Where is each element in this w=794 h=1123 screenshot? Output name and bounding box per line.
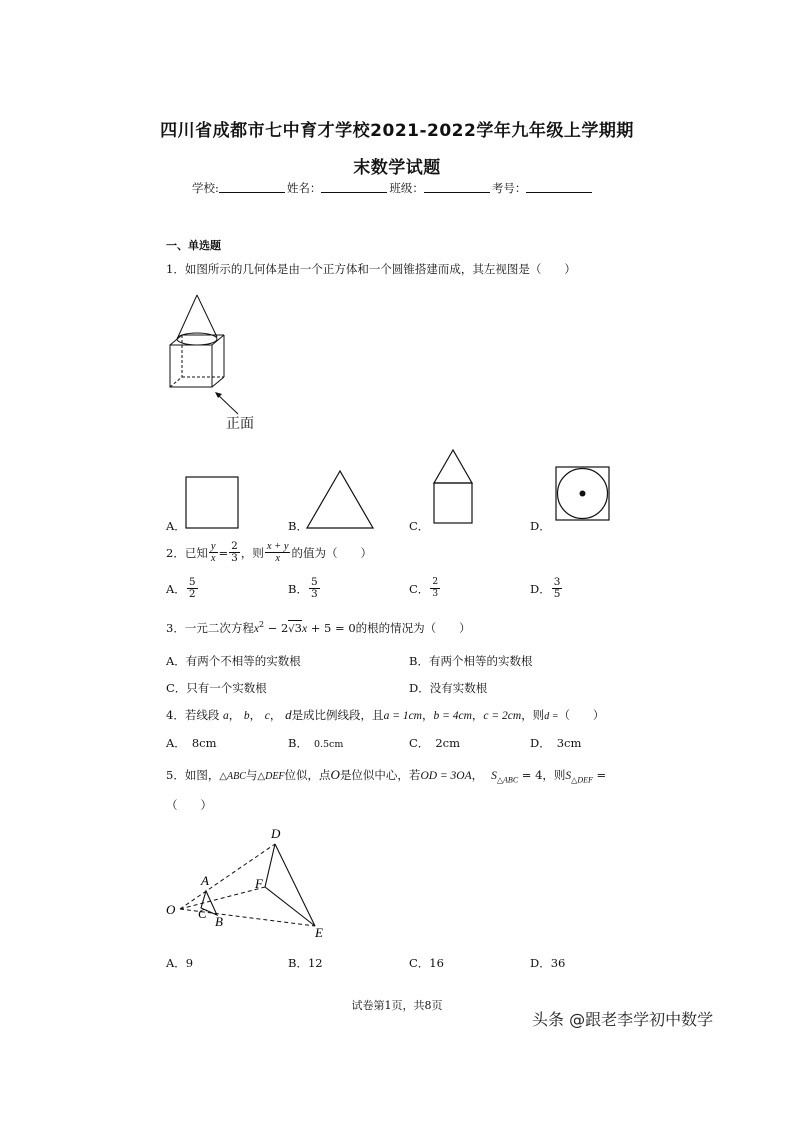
q2-b-num: 5: [310, 576, 318, 588]
q2-f2-den: 3: [231, 552, 238, 564]
q3-eq-x2: x: [302, 623, 308, 635]
q2-option-c-label: C．: [409, 581, 430, 596]
q4-a-label: A．: [166, 736, 186, 750]
q5-mid: 位似，点: [284, 768, 331, 782]
q2-mid: ，则: [240, 545, 264, 560]
label-o: O: [166, 902, 176, 917]
q3-option-a[interactable]: A．有两个不相等的实数根: [166, 654, 301, 668]
q2-b-den: 3: [310, 588, 318, 600]
q4-sep3: ，: [269, 708, 282, 722]
watermark: 头条 @跟老李学初中数学: [532, 1010, 714, 1029]
q5-triangle-abc: △ABC: [219, 771, 246, 782]
q5-paren: （ ）: [166, 798, 212, 812]
q2-equals: =: [218, 545, 229, 560]
q2-c-num: 2: [432, 577, 439, 587]
q4-mid: 是成比例线段，且: [291, 708, 384, 722]
name-blank[interactable]: [321, 180, 387, 193]
q4-a-value: 8cm: [191, 736, 217, 750]
q2-option-c-fraction: [430, 577, 440, 600]
q2-fraction-y-over-x: [209, 541, 218, 564]
q4-sep1: ，: [228, 708, 241, 722]
name-label: 姓名：: [286, 181, 322, 195]
q4-b-label: B．: [288, 736, 308, 750]
q2-option-c[interactable]: [409, 577, 441, 600]
q2-option-d-fraction: [552, 577, 563, 600]
q5-condition: OD = 3OA: [420, 770, 472, 782]
q1-option-d[interactable]: D．: [530, 519, 551, 533]
q2-fraction-2-over-3: [229, 541, 240, 564]
q4-cond-c: c = 2cm: [483, 710, 522, 722]
q2-option-a-fraction: [187, 577, 198, 600]
q3-eq-mid: − 2: [264, 621, 289, 635]
q5-option-b[interactable]: B．12: [288, 956, 323, 970]
q4-d-value: 3cm: [556, 736, 582, 750]
q5-mid2: 是位似中心，若: [339, 768, 421, 782]
q5-similar-triangles-figure: [160, 820, 340, 945]
label-c: C: [198, 906, 207, 921]
q3-sqrt: √3: [288, 621, 302, 635]
q4-b-value: 0.5cm: [313, 739, 344, 750]
class-blank[interactable]: [424, 180, 490, 193]
label-b: B: [215, 914, 223, 929]
q2-option-d[interactable]: [530, 577, 563, 600]
q2-option-b-fraction: [309, 577, 320, 600]
label-d: D: [271, 826, 281, 841]
q1-option-c-square-triangle-figure: [431, 448, 479, 528]
question-3-text: [166, 620, 471, 636]
label-e: E: [315, 925, 323, 940]
q1-option-a-square-figure: [185, 476, 241, 530]
q3-root-value: 3: [294, 621, 302, 635]
q4-var-d: d: [285, 707, 292, 722]
q2-f3-num: x + y: [266, 541, 289, 552]
title-line-2: 末数学试题: [353, 158, 441, 178]
q4-option-c[interactable]: [409, 735, 460, 751]
q1-option-a[interactable]: A．: [166, 519, 186, 533]
q2-option-b-label: B．: [288, 581, 308, 596]
student-info-line: [192, 180, 594, 196]
q5-area-s1: S: [491, 770, 497, 782]
q2-a-num: 5: [188, 576, 196, 588]
q4-var-c: c: [264, 710, 270, 722]
q3-suffix: 的根的情况为（ ）: [355, 621, 471, 635]
q2-suffix: 的值为（ ）: [291, 545, 372, 560]
q2-f2-num: 2: [231, 540, 238, 552]
q5-area-s2: S: [565, 770, 572, 782]
q5-area-s1-sub: △ABC: [496, 775, 519, 785]
q2-prefix: 2．已知: [166, 545, 208, 560]
q4-tail: ，则: [521, 708, 545, 722]
q4-paren: （ ）: [558, 708, 605, 722]
q2-f3-den: x: [275, 553, 280, 564]
label-f: F: [255, 876, 263, 891]
q4-c-value: 2cm: [435, 736, 460, 750]
q2-option-a-label: A．: [166, 581, 186, 596]
label-a: A: [201, 873, 209, 888]
q3-option-b[interactable]: B．有两个相等的实数根: [409, 654, 533, 668]
q3-prefix: 3．一元二次方程: [166, 621, 254, 635]
q5-triangle-def: △DEF: [257, 771, 285, 782]
q2-option-a[interactable]: [166, 577, 199, 600]
question-2-text: [166, 541, 372, 564]
q4-var-b: b: [243, 710, 250, 722]
title-line-1: 四川省成都市七中育才学校2021-2022学年九年级上学期期: [160, 121, 634, 141]
q5-point-o: O: [330, 767, 340, 782]
q2-option-b[interactable]: [288, 577, 321, 600]
q4-cond-a: a = 1cm: [383, 710, 422, 722]
question-5-text: 5．如图，△ABC与△DEF位似，点O是位似中心，若OD = 3OA， $S_{\triangle ABC} = 4$，则$S_{\triangle DEF}$ =: [166, 767, 607, 785]
q4-sep2: ，: [249, 708, 262, 722]
q4-option-b[interactable]: [288, 735, 343, 751]
q4-prefix: 4．若线段: [166, 708, 220, 722]
q2-c-den: 3: [432, 589, 439, 599]
q4-var-a: a: [222, 710, 229, 722]
question-1-text: 1．如图所示的几何体是由一个正方体和一个圆锥搭建而成，其左视图是（ ）: [166, 262, 576, 276]
q5-then: ，则: [542, 768, 566, 782]
section-heading: 一、单选题: [166, 239, 221, 252]
q5-with: 与: [245, 768, 258, 782]
q5-prefix: 5．如图，: [166, 768, 220, 782]
q1-option-c[interactable]: C．: [409, 519, 430, 533]
q2-option-d-label: D．: [530, 581, 551, 596]
q5-option-a[interactable]: A．9: [166, 956, 194, 970]
q4-d-equals: d =: [544, 711, 559, 722]
exam-number-label: 考号：: [491, 181, 527, 195]
q3-eq-exponent: 2: [258, 620, 265, 630]
q1-option-b-triangle-figure: [305, 469, 377, 531]
q4-option-d[interactable]: [530, 735, 581, 751]
q2-a-den: 2: [188, 588, 196, 600]
q1-option-b[interactable]: B．: [288, 519, 308, 533]
q2-f1-num: y: [210, 541, 216, 552]
front-label: 正面: [226, 416, 254, 432]
q4-option-a[interactable]: [166, 735, 216, 751]
q3-option-d[interactable]: D．没有实数根: [409, 681, 488, 695]
exam-number-blank[interactable]: [526, 180, 592, 193]
q3-eq-x: x: [253, 623, 259, 635]
q4-cond-b: b = 4cm: [433, 710, 472, 722]
q5-area-s2-value: =: [592, 768, 607, 782]
q1-option-d-circle-square-figure: [555, 466, 611, 522]
q2-d-den: 5: [553, 588, 561, 600]
q5-area-s2-sub: △DEF: [571, 775, 593, 785]
q2-f1-den: x: [210, 553, 216, 564]
q3-eq-tail: + 5 = 0: [307, 621, 356, 635]
q5-option-d[interactable]: D．36: [530, 956, 566, 970]
q3-option-c[interactable]: C．只有一个实数根: [166, 681, 267, 695]
q2-fraction-xy-over-x: [265, 541, 291, 564]
question-4-text: 4．若线段 a， b， c， d是成比例线段，且a = 1cm，b = 4cm，c = 2cm，则d =（ ）: [166, 707, 605, 722]
q4-d-label: D．: [530, 736, 551, 750]
q5-option-c[interactable]: C．16: [409, 956, 444, 970]
school-blank[interactable]: [219, 180, 285, 193]
q4-c-label: C．: [409, 736, 430, 750]
page-footer: 试卷第1页，共8页: [351, 999, 443, 1012]
school-label: 学校:: [192, 181, 219, 195]
class-label: 班级：: [389, 181, 424, 195]
q2-d-num: 3: [553, 576, 561, 588]
q5-area-s1-value: = 4: [518, 768, 543, 782]
